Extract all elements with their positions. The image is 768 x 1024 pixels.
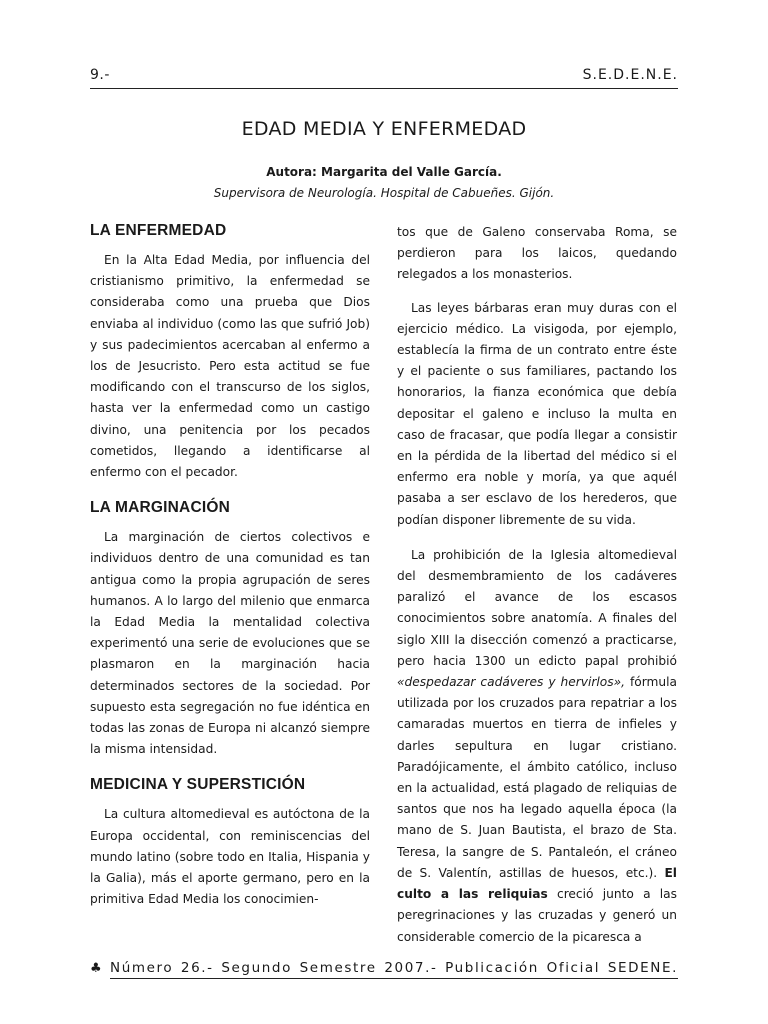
italic-quote: «despedazar cadáveres y hervirlos», bbox=[397, 675, 625, 690]
paragraph: Las leyes bárbaras eran muy duras con el ejercicio médico. La visigoda, por ejemplo, establecía la firma de un contrato entre éste y el paciente o sus familiares, pactando los honorarios, la fianza económica que debía depositar el galeno e incluso la multa en caso de fracasar, que podía llegar a consistir en la pérdida de la libertad del médico si el enfermo era noble y moría, ya que aquél pasaba a ser esclavo de los herederos, que podían disponer libremente de su vida. bbox=[397, 300, 677, 527]
article-title: EDAD MEDIA Y ENFERMEDAD bbox=[241, 118, 527, 140]
author-affiliation: Supervisora de Neurología. Hospital de Cabueñes. Gijón. bbox=[213, 186, 555, 200]
page-number: 9.- bbox=[90, 67, 110, 83]
section-heading: MEDICINA Y SUPERSTICIÓN bbox=[90, 776, 306, 794]
left-column bbox=[90, 220, 370, 924]
article-author: Autora: Margarita del Valle García. bbox=[266, 165, 502, 179]
text-run: fórmula utilizada por los cruzados para repatriar a los camaradas muertos en tierra de infieles y darles sepultura en lugar cristiano. Paradójicamente, el ámbito católico, incluso en la actualidad, está plagado de reliquias de santos que nos ha legado aquella época (la mano de S. Juan Bautista, el brazo de Sta. Teresa, la sangre de S. Pantaleón, el cráneo de S. Valentín, astillas de huesos, etc.). bbox=[397, 675, 677, 880]
section-heading: LA MARGINACIÓN bbox=[90, 499, 230, 517]
right-column bbox=[397, 222, 677, 962]
running-header bbox=[90, 64, 678, 89]
club-icon: ♣ bbox=[90, 961, 104, 976]
bold-phrase: El culto a las reliquias bbox=[397, 865, 677, 902]
paragraph-continuation: tos que de Galeno conservaba Roma, se perdieron para los laicos, quedando relegados a los monasterios. bbox=[397, 225, 677, 282]
paragraph: La marginación de ciertos colectivos e individuos dentro de una comunidad es tan antigua como la propia agrupación de seres humanos. A lo largo del milenio que enmarca la Edad Media la mentalidad colectiva experimentó una serie de evoluciones que se plasmaron en la marginación hacia determinados sectores de la sociedad. Por supuesto esta segregación no fue idéntica en todas las zonas de Europa ni alcanzó siempre la misma intensidad. bbox=[90, 530, 370, 757]
paragraph bbox=[397, 545, 677, 948]
section-heading: LA ENFERMEDAD bbox=[90, 222, 227, 239]
text-run: La prohibición de la Iglesia altomedieval del desmembramiento de los cadáveres paralizó el avance de los escasos conocimientos sobre anatomía. A finales del siglo XIII la disección comenzó a practicarse, pero hacia 1300 un edicto papal prohibió bbox=[397, 547, 677, 668]
paragraph: En la Alta Edad Media, por influencia del cristianismo primitivo, la enfermedad se consideraba como una prueba que Dios enviaba al individuo (como las que sufrió Job) y sus padecimientos acercaban al enfermo a los de Jesucristo. Pero esta actitud se fue modificando con el transcurso de los siglos, hasta ver la enfermedad como un castigo divino, una penitencia por los pecados cometidos, llegando a identificarse al enfermo con el pecador. bbox=[90, 253, 370, 480]
paragraph: La cultura altomedieval es autóctona de la Europa occidental, con reminiscencias del mundo latino (sobre todo en Italia, Hispania y la Galia), más el aporte germano, pero en la primitiva Edad Media los conocimien- bbox=[90, 807, 370, 907]
footer-text: Número 26.- Segundo Semestre 2007.- Publicación Oficial SEDENE. bbox=[110, 960, 678, 979]
text-run: creció junto a las peregrinaciones y las cruzadas y generó un considerable comercio de la picaresca a bbox=[397, 887, 677, 944]
running-footer bbox=[90, 960, 678, 982]
journal-name: S.E.D.E.N.E. bbox=[582, 67, 678, 83]
